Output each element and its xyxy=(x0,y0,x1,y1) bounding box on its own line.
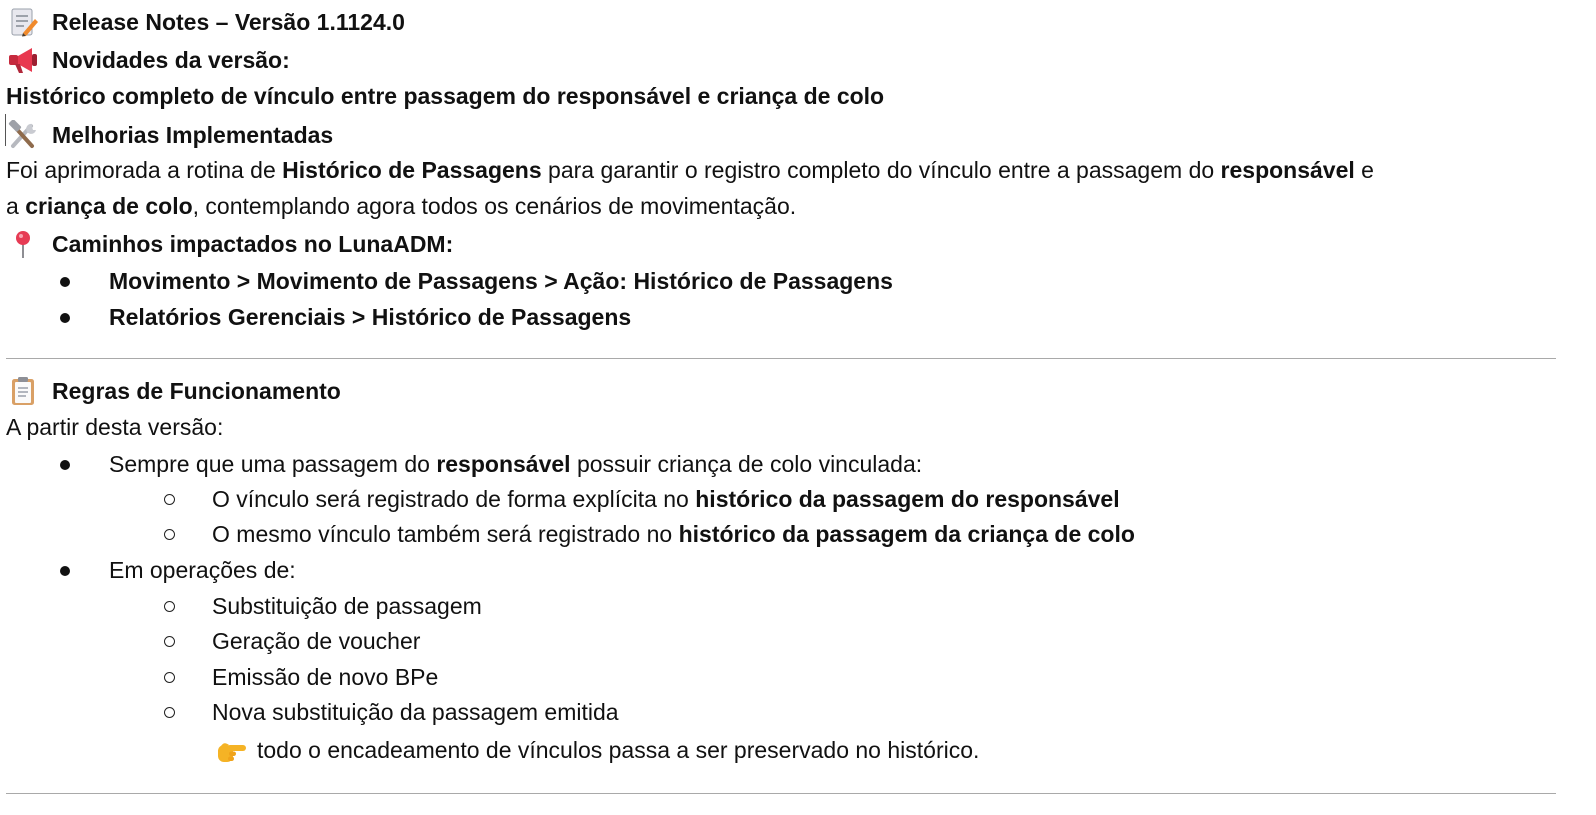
pointing-hand-icon xyxy=(215,735,249,765)
rules-sub-item: O mesmo vínculo também será registrado no histórico da passagem da criança de colo xyxy=(212,521,1135,547)
sub-bullet-circle xyxy=(164,636,175,647)
horizontal-divider xyxy=(6,793,1556,794)
document-title: Release Notes – Versão 1.1124.0 xyxy=(6,7,405,37)
memo-icon xyxy=(6,7,40,37)
bullet-dot xyxy=(60,277,70,287)
rules-bullet-operacoes: Em operações de: xyxy=(109,557,296,583)
improvements-heading: Melhorias Implementadas xyxy=(6,120,333,150)
clipboard-icon xyxy=(6,376,40,406)
bullet-dot xyxy=(60,313,70,323)
sub-bullet-circle xyxy=(164,707,175,718)
rules-bullet-responsavel: Sempre que uma passagem do responsável possuir criança de colo vinculada: xyxy=(109,451,923,477)
sub-bullet-circle xyxy=(164,601,175,612)
rules-operation-item: Substituição de passagem xyxy=(212,593,482,619)
rules-operation-item: Nova substituição da passagem emitida xyxy=(212,699,619,725)
bullet-dot xyxy=(60,460,70,470)
rules-heading: Regras de Funcionamento xyxy=(6,376,341,406)
paths-heading: Caminhos impactados no LunaADM: xyxy=(6,229,453,259)
hammer-wrench-icon xyxy=(6,120,40,150)
rules-intro: A partir desta versão: xyxy=(6,414,224,440)
rules-sub-item: O vínculo será registrado de forma explícita no histórico da passagem do responsável xyxy=(212,486,1120,512)
megaphone-icon xyxy=(6,45,40,75)
news-heading: Novidades da versão: xyxy=(6,45,290,75)
sub-bullet-circle xyxy=(164,494,175,505)
bullet-dot xyxy=(60,566,70,576)
path-item-movimento: Movimento > Movimento de Passagens > Ação: Histórico de Passagens xyxy=(109,268,893,294)
improvements-paragraph-line-2: a criança de colo, contemplando agora todos os cenários de movimentação. xyxy=(6,193,797,219)
sub-bullet-circle xyxy=(164,529,175,540)
rules-operation-item: Geração de voucher xyxy=(212,628,421,654)
path-item-relatorios: Relatórios Gerenciais > Histórico de Passagens xyxy=(109,304,632,330)
improvements-paragraph-line-1: Foi aprimorada a rotina de Histórico de Passagens para garantir o registro completo do vínculo entre a passagem do responsável e xyxy=(6,157,1374,183)
pin-icon xyxy=(6,229,40,259)
rules-note: todo o encadeamento de vínculos passa a ser preservado no histórico. xyxy=(215,735,979,765)
horizontal-divider xyxy=(6,358,1556,359)
sub-bullet-circle xyxy=(164,672,175,683)
news-feature: Histórico completo de vínculo entre passagem do responsável e criança de colo xyxy=(6,83,885,109)
rules-operation-item: Emissão de novo BPe xyxy=(212,664,439,690)
